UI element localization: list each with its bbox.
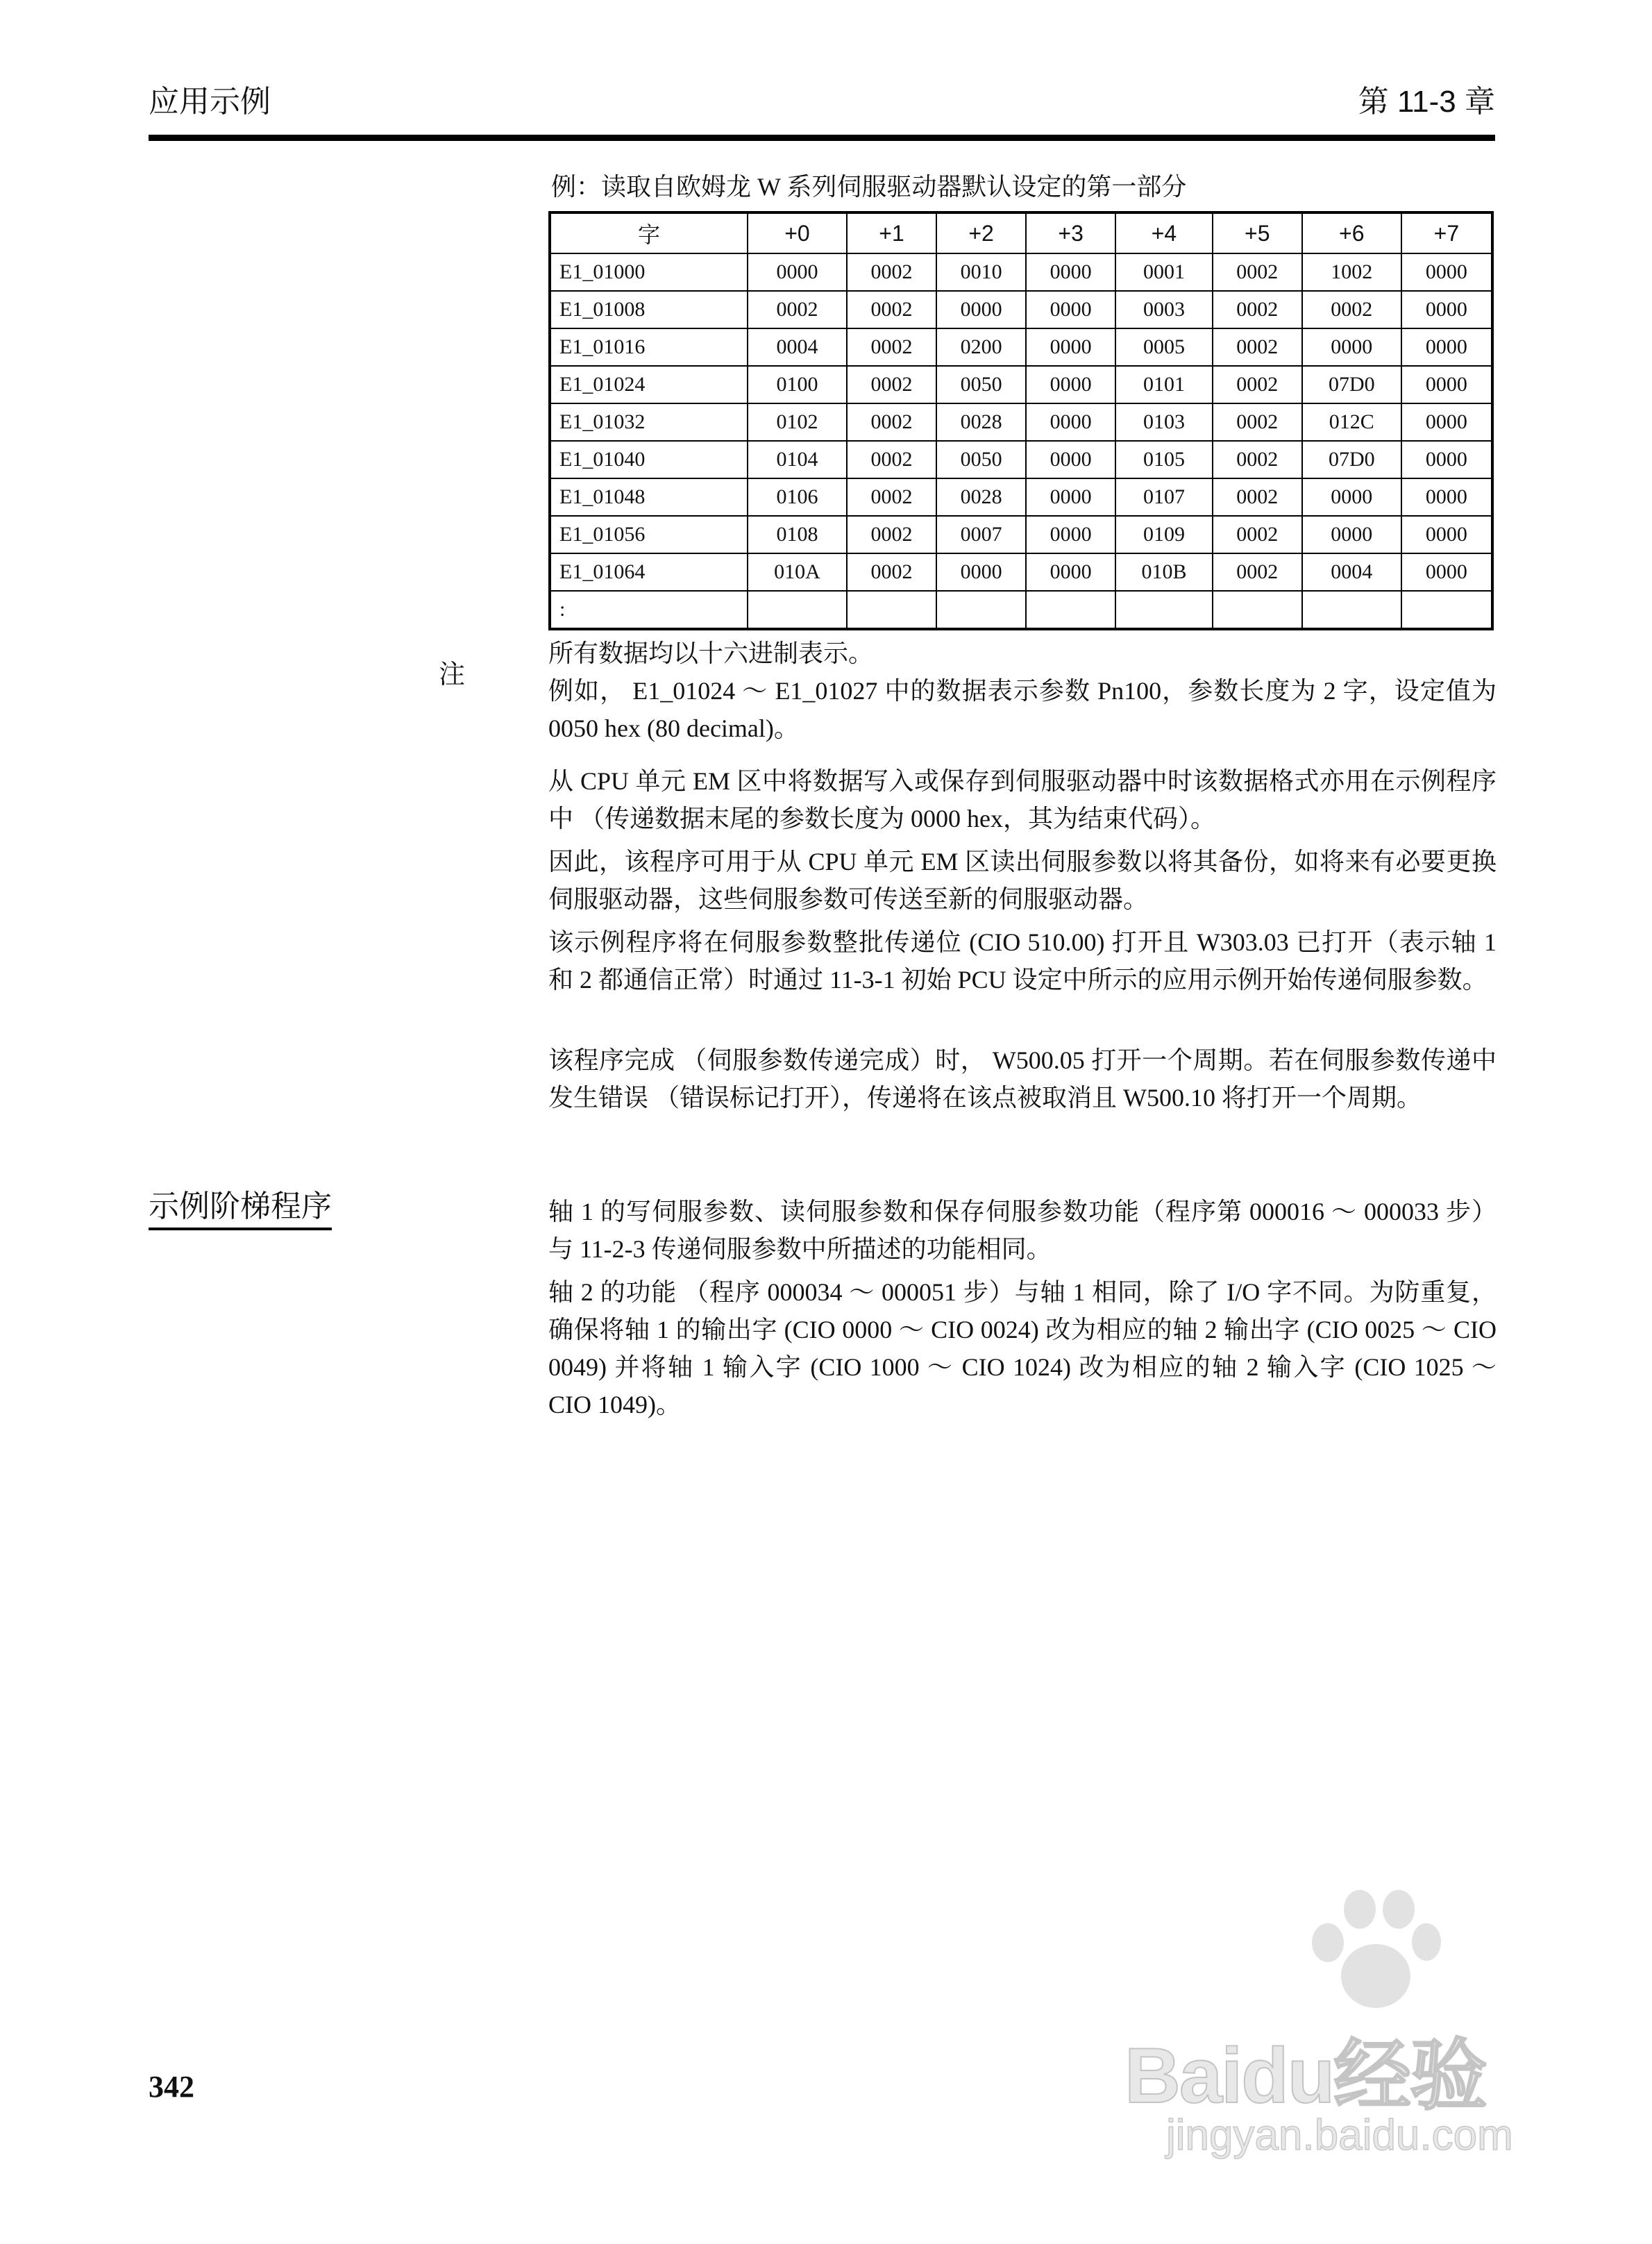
hex-value-cell: 0000 [1026, 253, 1115, 291]
paragraph: 该程序完成 （伺服参数传递完成）时， W500.05 打开一个周期。若在伺服参数传递中发生错误 （错误标记打开），传递将在该点被取消且 W500.10 将打开一个周期。 [548, 1046, 1497, 1112]
word-address-cell: E1_01040 [550, 441, 748, 478]
hex-value-cell: 0103 [1115, 403, 1213, 441]
hex-value-cell: 0002 [847, 253, 936, 291]
hex-value-cell: 0000 [1026, 366, 1115, 403]
table-row [550, 553, 1492, 591]
hex-value-cell: 0200 [936, 328, 1026, 366]
hex-value-cell: 0101 [1115, 366, 1213, 403]
hex-value-cell: 0102 [748, 403, 847, 441]
hex-value-cell: 0001 [1115, 253, 1213, 291]
hex-value-cell: 0100 [748, 366, 847, 403]
hex-value-cell: 0002 [1213, 253, 1302, 291]
word-address-cell: : [550, 591, 748, 629]
hex-value-cell: 0005 [1115, 328, 1213, 366]
table-row [550, 328, 1492, 366]
hex-value-cell: 0002 [1213, 516, 1302, 553]
table-header-row [550, 212, 1492, 253]
hex-value-cell [1401, 591, 1492, 629]
hex-value-cell: 0002 [847, 441, 936, 478]
hex-value-cell: 0002 [1213, 441, 1302, 478]
hex-value-cell [1026, 591, 1115, 629]
table-row [550, 403, 1492, 441]
word-address-cell: E1_01064 [550, 553, 748, 591]
table-row [550, 591, 1492, 629]
column-header: +4 [1115, 212, 1213, 253]
hex-value-cell: 0002 [847, 516, 936, 553]
table-caption: 例：读取自欧姆龙 W 系列伺服驱动器默认设定的第一部分 [551, 173, 1187, 201]
hex-value-cell: 010A [748, 553, 847, 591]
hex-value-cell: 0000 [1401, 478, 1492, 516]
word-address-cell: E1_01048 [550, 478, 748, 516]
hex-value-cell: 012C [1302, 403, 1401, 441]
hex-value-cell: 0002 [847, 403, 936, 441]
table-row [550, 441, 1492, 478]
hex-value-cell: 0000 [1302, 516, 1401, 553]
word-address-cell: E1_01008 [550, 291, 748, 328]
column-header: +3 [1026, 212, 1115, 253]
hex-value-cell [748, 591, 847, 629]
page-header [149, 78, 1495, 141]
hex-value-cell: 0002 [1213, 366, 1302, 403]
hex-value-cell: 0000 [1401, 553, 1492, 591]
hex-value-cell: 0000 [1026, 441, 1115, 478]
hex-value-cell: 0000 [1401, 328, 1492, 366]
hex-value-cell: 07D0 [1302, 441, 1401, 478]
hex-value-cell: 0002 [1213, 328, 1302, 366]
hex-value-cell: 0104 [748, 441, 847, 478]
hex-value-cell: 07D0 [1302, 366, 1401, 403]
column-header: 字 [550, 212, 748, 253]
hex-value-cell: 0000 [1401, 366, 1492, 403]
table-row [550, 291, 1492, 328]
hex-value-cell: 0000 [1401, 403, 1492, 441]
hex-value-cell: 010B [1115, 553, 1213, 591]
hex-value-cell: 0010 [936, 253, 1026, 291]
hex-value-cell: 0000 [1401, 253, 1492, 291]
word-address-cell: E1_01024 [550, 366, 748, 403]
hex-value-cell: 0109 [1115, 516, 1213, 553]
hex-value-cell: 0000 [1026, 553, 1115, 591]
column-header: +6 [1302, 212, 1401, 253]
hex-value-cell [1213, 591, 1302, 629]
section-paragraph: 轴 2 的功能 （程序 000034 ～ 000051 步）与轴 1 相同，除了 I/O 字不同。为防重复，确保将轴 1 的输出字 (CIO 0000 ～ CIO 0024) 改为相应的轴 2 输出字 (CIO 0025 ～ CIO 0049) 并将轴 1 输入字 (CIO 1000 ～ CIO 1024) 改为相应的轴 2 输入字 (CIO 1025 ～ CIO 1049)。 [548, 1278, 1497, 1418]
hex-value-cell: 0002 [748, 291, 847, 328]
hex-value-cell: 0002 [847, 366, 936, 403]
watermark-brand: Baidu经验 [1124, 2032, 1487, 2119]
hex-value-cell: 0000 [1302, 328, 1401, 366]
paragraph: 该示例程序将在伺服参数整批传递位 (CIO 510.00) 打开且 W303.03 已打开（表示轴 1 和 2 都通信正常）时通过 11-3-1 初始 PCU 设定中所示的应用示例开始传递伺服参数。 [548, 928, 1497, 994]
hex-value-cell: 1002 [1302, 253, 1401, 291]
section-paragraph: 轴 1 的写伺服参数、读伺服参数和保存伺服参数功能（程序第 000016 ～ 000033 步）与 11-2-3 传递伺服参数中所描述的功能相同。 [548, 1198, 1497, 1263]
hex-value-cell: 0002 [847, 553, 936, 591]
hex-value-cell: 0000 [1401, 291, 1492, 328]
hex-value-cell: 0002 [847, 328, 936, 366]
column-header: +2 [936, 212, 1026, 253]
table-row [550, 516, 1492, 553]
paragraph: 从 CPU 单元 EM 区中将数据写入或保存到伺服驱动器中时该数据格式亦用在示例程序中 （传递数据末尾的参数长度为 0000 hex，其为结束代码）。 [548, 767, 1497, 832]
hex-value-cell: 0002 [1213, 553, 1302, 591]
servo-parameter-table [548, 211, 1494, 630]
column-header: +0 [748, 212, 847, 253]
hex-value-cell: 0106 [748, 478, 847, 516]
note-line-2: 例如， E1_01024 ～ E1_01027 中的数据表示参数 Pn100，参数长度为 2 字，设定值为 0050 hex (80 decimal)。 [548, 677, 1497, 742]
hex-value-cell: 0003 [1115, 291, 1213, 328]
table-row [550, 478, 1492, 516]
hex-value-cell: 0002 [1213, 403, 1302, 441]
hex-value-cell: 0050 [936, 366, 1026, 403]
hex-value-cell: 0004 [748, 328, 847, 366]
hex-value-cell: 0107 [1115, 478, 1213, 516]
hex-value-cell: 0007 [936, 516, 1026, 553]
hex-value-cell: 0000 [1026, 403, 1115, 441]
hex-value-cell: 0002 [1302, 291, 1401, 328]
column-header: +1 [847, 212, 936, 253]
hex-value-cell: 0108 [748, 516, 847, 553]
hex-value-cell: 0000 [748, 253, 847, 291]
word-address-cell: E1_01056 [550, 516, 748, 553]
hex-value-cell: 0028 [936, 478, 1026, 516]
hex-value-cell: 0000 [936, 291, 1026, 328]
table-row [550, 366, 1492, 403]
hex-value-cell: 0000 [1026, 328, 1115, 366]
hex-value-cell [847, 591, 936, 629]
hex-value-cell [936, 591, 1026, 629]
section-title: 示例阶梯程序 [149, 1187, 332, 1230]
hex-value-cell: 0000 [1401, 516, 1492, 553]
hex-value-cell: 0004 [1302, 553, 1401, 591]
chapter-label: 第 11-3 章 [1358, 85, 1495, 119]
hex-value-cell: 0000 [1302, 478, 1401, 516]
hex-value-cell [1302, 591, 1401, 629]
hex-value-cell: 0028 [936, 403, 1026, 441]
hex-value-cell: 0000 [1026, 516, 1115, 553]
hex-value-cell: 0000 [1401, 441, 1492, 478]
paragraph: 因此，该程序可用于从 CPU 单元 EM 区读出伺服参数以将其备份，如将来有必要更换伺服驱动器，这些伺服参数可传送至新的伺服驱动器。 [548, 848, 1497, 913]
hex-value-cell: 0050 [936, 441, 1026, 478]
note-line-1: 所有数据均以十六进制表示。 [548, 639, 874, 667]
column-header: +5 [1213, 212, 1302, 253]
section-heading: 应用示例 [149, 85, 271, 119]
hex-value-cell [1115, 591, 1213, 629]
watermark-url: jingyan.baidu.com [1166, 2111, 1513, 2159]
hex-value-cell: 0000 [1026, 478, 1115, 516]
hex-value-cell: 0000 [936, 553, 1026, 591]
hex-value-cell: 0002 [847, 478, 936, 516]
hex-value-cell: 0002 [847, 291, 936, 328]
word-address-cell: E1_01000 [550, 253, 748, 291]
hex-value-cell: 0105 [1115, 441, 1213, 478]
paw-icon [1298, 1875, 1444, 2013]
hex-value-cell: 0000 [1026, 291, 1115, 328]
hex-value-cell: 0002 [1213, 478, 1302, 516]
hex-value-cell: 0002 [1213, 291, 1302, 328]
column-header: +7 [1401, 212, 1492, 253]
note-label: 注 [439, 660, 466, 689]
page-number: 342 [149, 2070, 194, 2104]
table-row [550, 253, 1492, 291]
baidu-watermark [1124, 1875, 1555, 2180]
word-address-cell: E1_01032 [550, 403, 748, 441]
word-address-cell: E1_01016 [550, 328, 748, 366]
